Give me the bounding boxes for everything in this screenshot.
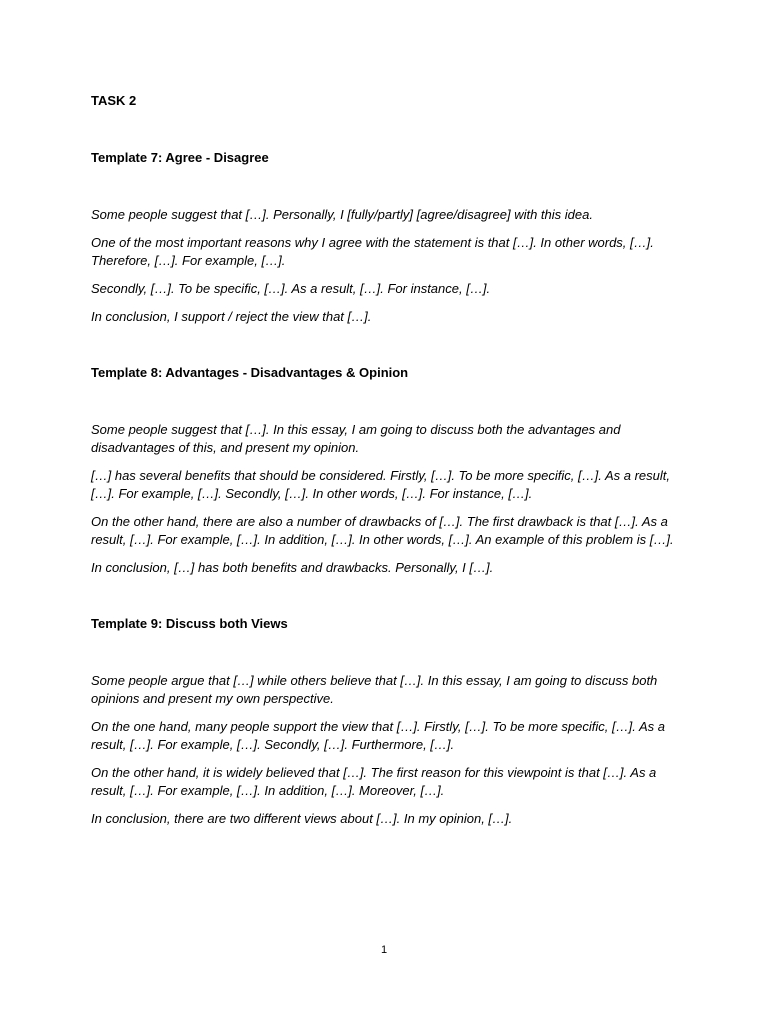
template-8-body-2: On the other hand, there are also a number of drawbacks of […]. The first drawback is that […]. As a result, […]. For example, […]. In addition, […]. In other words, […]. An example of this problem is […]. bbox=[91, 514, 674, 547]
template-9-title: Template 9: Discuss both Views bbox=[91, 616, 288, 631]
template-8-title: Template 8: Advantages - Disadvantages & Opinion bbox=[91, 365, 409, 380]
template-8-conclusion: In conclusion, […] has both benefits and drawbacks. Personally, I […]. bbox=[91, 560, 494, 575]
template-7-intro: Some people suggest that […]. Personally, I [fully/partly] [agree/disagree] with this idea. bbox=[91, 207, 593, 222]
template-9-intro: Some people argue that […] while others believe that […]. In this essay, I am going to discuss both opinions and present my own perspective. bbox=[91, 673, 658, 706]
template-9-conclusion: In conclusion, there are two different views about […]. In my opinion, […]. bbox=[91, 811, 513, 826]
document-body bbox=[91, 92, 681, 866]
template-7-conclusion: In conclusion, I support / reject the view that […]. bbox=[91, 309, 372, 324]
template-7-body-2: Secondly, […]. To be specific, […]. As a result, […]. For instance, […]. bbox=[91, 281, 491, 296]
template-8-body-1: […] has several benefits that should be considered. Firstly, […]. To be more specific, […]. As a result, […]. For example, […]. Secondly, […]. In other words, […]. For instance, […]. bbox=[91, 468, 670, 501]
template-9-body-1: On the one hand, many people support the view that […]. Firstly, […]. To be more specific, […]. As a result, […]. For example, […]. Secondly, […]. Furthermore, […]. bbox=[91, 719, 665, 752]
template-8-section bbox=[91, 364, 681, 577]
task-title: TASK 2 bbox=[91, 93, 137, 108]
template-8-intro: Some people suggest that […]. In this essay, I am going to discuss both the advantages and disadvantages of this, and present my opinion. bbox=[91, 422, 621, 455]
template-7-section bbox=[91, 149, 681, 326]
template-9-body-2: On the other hand, it is widely believed that […]. The first reason for this viewpoint is that […]. As a result, […]. For example, […]. In addition, […]. Moreover, […]. bbox=[91, 765, 657, 798]
template-7-body-1: One of the most important reasons why I agree with the statement is that […]. In other words, […]. Therefore, […]. For example, […]. bbox=[91, 235, 654, 268]
template-7-title: Template 7: Agree - Disagree bbox=[91, 150, 269, 165]
page-number: 1 bbox=[380, 944, 388, 956]
template-9-section bbox=[91, 615, 681, 828]
